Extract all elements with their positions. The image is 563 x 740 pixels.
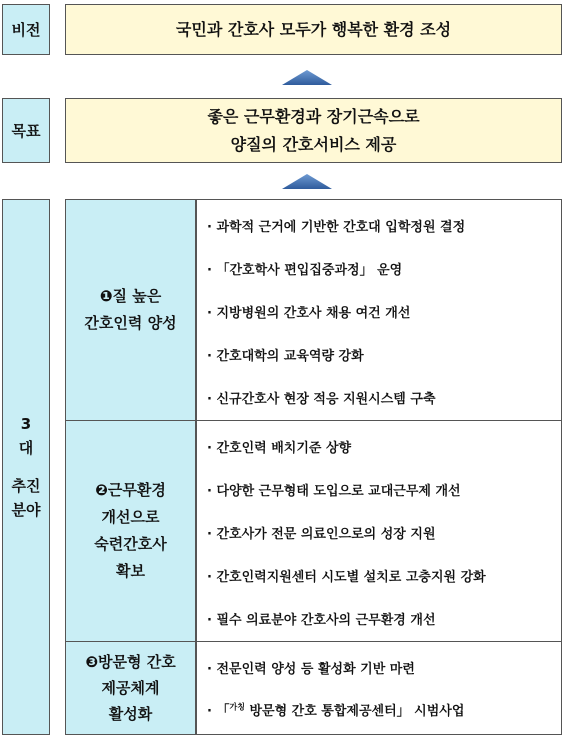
goal-label	[2, 98, 50, 163]
category-title-line: ❷근무환경	[95, 481, 166, 499]
list-item-superscript: 가칭	[229, 702, 245, 712]
category-1-title	[65, 199, 196, 421]
list-item-rest: 방문형 간호 통합제공센터」 시범사업	[244, 704, 465, 719]
vision-label-text: 비전	[11, 21, 41, 39]
category-title-line: ❶질 높은	[99, 287, 162, 305]
category-title-line: 제공체계	[101, 679, 160, 697]
category-3-title	[65, 641, 196, 735]
list-item: · 지방병원의 간호사 채용 여건 개선	[207, 306, 411, 321]
goal-statement	[65, 98, 562, 163]
goal-line-2: 양질의 간호서비스 제공	[230, 134, 397, 154]
vision-statement	[65, 4, 562, 55]
up-arrow-icon	[282, 174, 332, 189]
list-item: · 다양한 근무형태 도입으로 교대근무제 개선	[207, 484, 461, 499]
list-item: · 과학적 근거에 기반한 간호대 입학정원 결정	[207, 220, 466, 235]
vision-statement-text: 국민과 간호사 모두가 행복한 환경 조성	[175, 19, 452, 39]
up-arrow-icon	[282, 70, 332, 85]
list-item: · 간호인력지원센터 시도별 설치로 고충지원 강화	[207, 570, 486, 585]
list-item: · 간호인력 배치기준 상향	[207, 441, 352, 456]
category-2-title	[65, 420, 196, 642]
list-item: · 간호사가 전문 의료인으로의 성장 지원	[207, 527, 436, 542]
list-item: · 전문인력 양성 등 활성화 기반 마련	[207, 662, 415, 677]
category-title-line: ❸방문형 간호	[85, 653, 176, 671]
fields-label	[2, 199, 50, 735]
category-title-line: 간호인력 양성	[84, 314, 177, 332]
category-title-line: 개선으로	[101, 508, 160, 526]
list-item: · 「간호학사 편입집중과정」 운영	[207, 263, 403, 278]
goal-label-text: 목표	[11, 122, 41, 140]
category-1-items	[196, 199, 562, 421]
fields-label-line-2: 대	[18, 439, 34, 457]
category-3-items	[196, 641, 562, 735]
list-item: · 필수 의료분야 간호사의 근무환경 개선	[207, 613, 436, 628]
fields-label-line-1: 3	[20, 415, 32, 433]
fields-label-line-4: 분야	[11, 501, 41, 519]
list-item	[207, 700, 464, 719]
category-title-line: 숙련간호사	[94, 535, 167, 553]
category-title-line: 확보	[116, 562, 145, 580]
category-2-items	[196, 420, 562, 642]
list-item: · 신규간호사 현장 적응 지원시스템 구축	[207, 392, 436, 407]
goal-line-1: 좋은 근무환경과 장기근속으로	[207, 106, 420, 126]
list-item: · 간호대학의 교육역량 강화	[207, 349, 364, 364]
vision-label	[2, 4, 50, 55]
list-item-prefix: · 「	[207, 704, 230, 719]
fields-label-line-3: 추진	[11, 477, 41, 495]
category-title-line: 활성화	[108, 705, 153, 723]
